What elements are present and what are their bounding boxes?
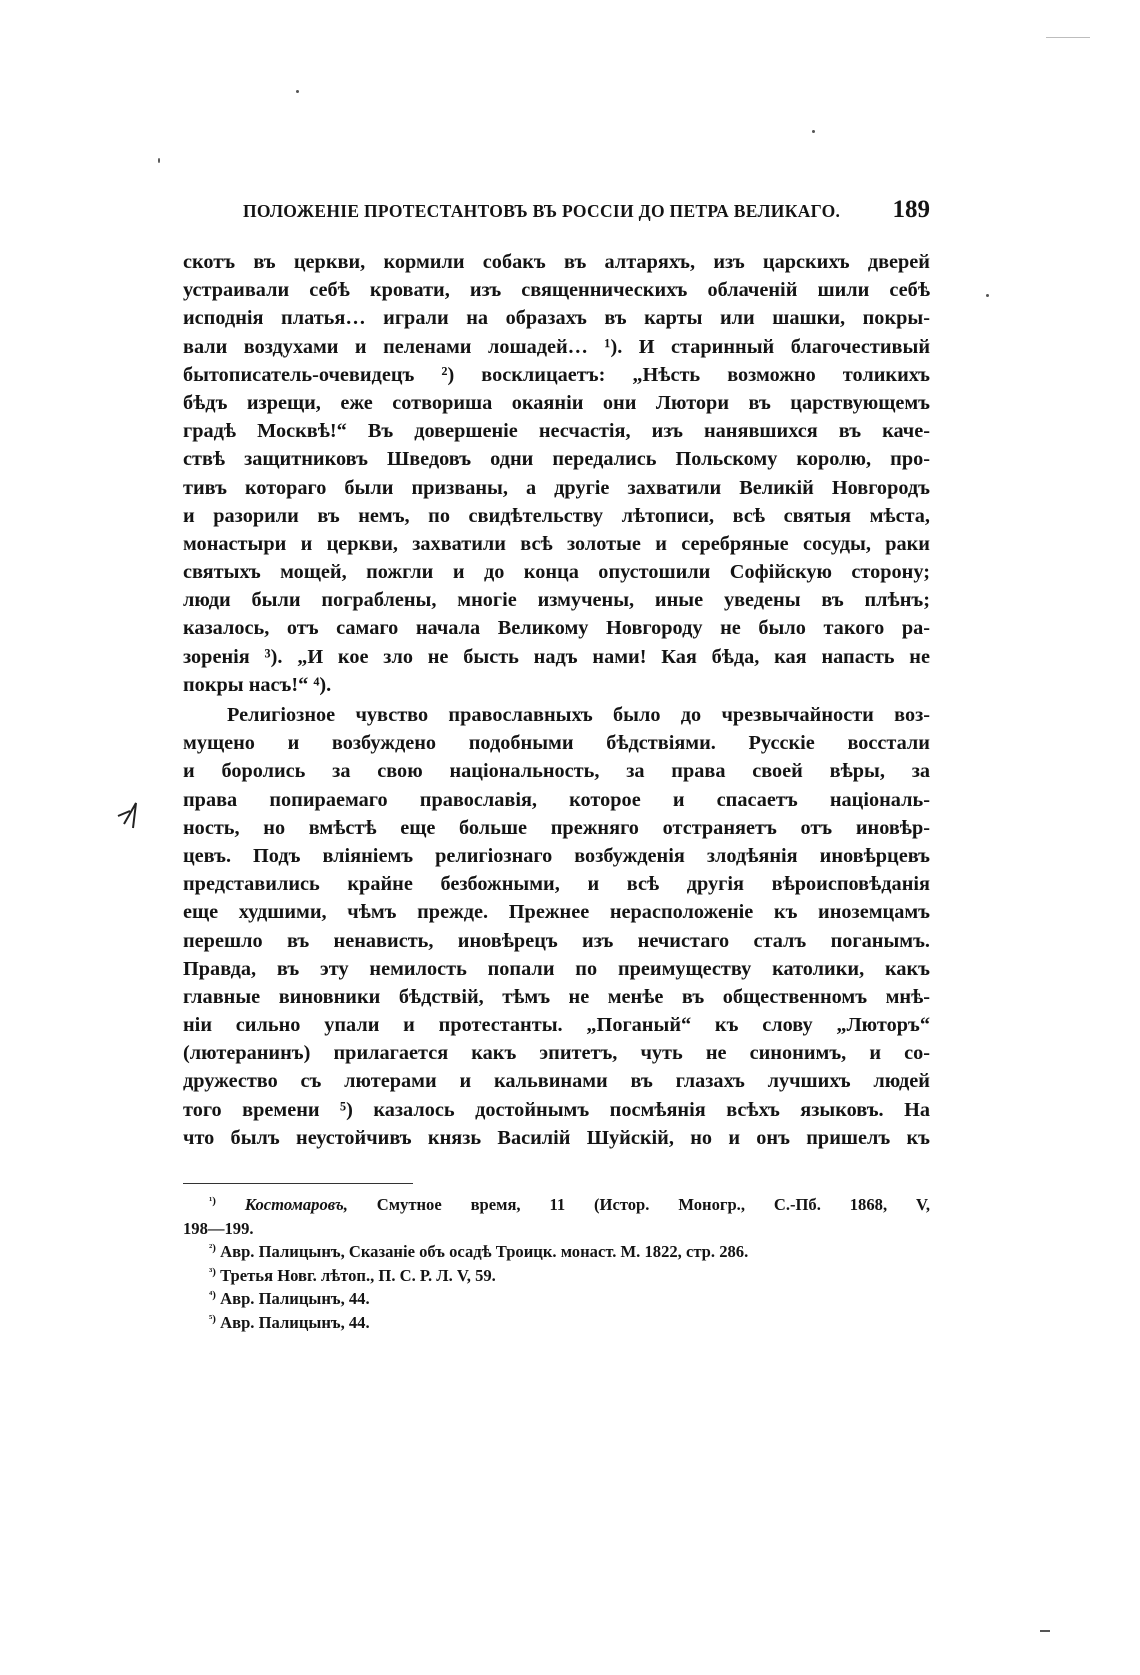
text-line: зоренія ³). „И кое зло не бысть надъ нами! Кая бѣда, кая напасть не xyxy=(183,645,930,668)
text-line: еще худшими, чѣмъ прежде. Прежнее нерасположеніе къ иноземцамъ xyxy=(183,901,930,924)
text-line: Правда, въ эту немилость попали по преимуществу католики, какъ xyxy=(183,957,930,980)
text-line: дружество съ лютерами и кальвинами въ глазахъ лучшихъ людей xyxy=(183,1070,930,1093)
scan-speck xyxy=(296,90,299,93)
text-line: ность, но вмѣстѣ еще больше прежняго отстраняетъ отъ иновѣр- xyxy=(183,816,930,839)
text-line: святыхъ мощей, пожгли и до конца опустошили Софійскую сторону; xyxy=(183,561,930,584)
text-line: монастыри и церкви, захватили всѣ золотые и серебряные сосуды, раки xyxy=(183,532,930,555)
paragraph-1 xyxy=(183,248,930,699)
text-line: перешло въ ненависть, иновѣрецъ изъ нечистаго сталъ поганымъ. xyxy=(183,929,930,952)
footnote-marker: ¹) xyxy=(209,1195,216,1207)
text-line: градѣ Москвѣ!“ Въ довершеніе несчастія, изъ нанявшихся въ каче- xyxy=(183,420,930,443)
text-line: (лютеранинъ) прилагается какъ эпитетъ, чуть не синонимъ, и со- xyxy=(183,1042,930,1065)
footnotes xyxy=(183,1193,930,1335)
footnote-2 xyxy=(183,1240,930,1264)
footnote-5 xyxy=(183,1311,930,1335)
corner-scan-mark xyxy=(1046,37,1090,38)
footnote-separator xyxy=(183,1183,413,1184)
footnote-marker: ⁴) xyxy=(209,1289,216,1302)
text-line: того времени ⁵) казалось достойнымъ посмѣянія всѣхъ языковъ. На xyxy=(183,1098,930,1121)
text-line: устраивали себѣ кровати, изъ священническихъ облаченій шили себѣ xyxy=(183,279,930,302)
footnote-text: Авр. Палицынъ, 44. xyxy=(220,1289,370,1309)
footnote-marker: ³) xyxy=(209,1265,216,1278)
running-title: ПОЛОЖЕНІЕ ПРОТЕСТАНТОВЪ ВЪ РОССІИ ДО ПЕТРА ВЕЛИКАГО. xyxy=(243,201,841,221)
paragraph-2 xyxy=(183,701,930,1152)
text-line: бытописатель-очевидецъ ²) восклицаетъ: „Нѣсть возможно толикихъ xyxy=(183,363,930,386)
footnote-text: Третья Новг. лѣтоп., П. С. Р. Л. V, 59. xyxy=(220,1265,496,1285)
text-line: что былъ неустойчивъ князь Василій Шуйскій, но и онъ пришелъ къ xyxy=(183,1126,930,1149)
text-line: ніи сильно упали и протестанты. „Поганый“ къ слову „Люторъ“ xyxy=(183,1014,930,1037)
text-line: представились крайне безбожными, и всѣ другія вѣроисповѣданія xyxy=(183,873,930,896)
text-line: бѣдъ изрещи, еже сотвориша окаяніи они Лютори въ царствующемъ xyxy=(183,391,930,414)
scan-speck xyxy=(812,130,815,133)
main-text xyxy=(183,248,930,1152)
text-line: Религіозное чувство православныхъ было до чрезвычайности воз- xyxy=(227,704,930,726)
footnote-marker: ⁵) xyxy=(209,1312,216,1325)
footnote-4 xyxy=(183,1287,930,1311)
text-line: вали воздухами и пеленами лошадей… ¹). И старинный благочестивый xyxy=(183,335,930,358)
scan-speck xyxy=(986,294,989,297)
scan-speck xyxy=(1040,1630,1050,1632)
footnote-1 xyxy=(183,1193,930,1217)
text-line: главные виновники бѣдствій, тѣмъ не менѣе въ общественномъ мнѣ- xyxy=(183,985,930,1008)
text-line: права попираемаго православія, которое и спасаетъ національ- xyxy=(183,788,930,811)
text-line: казалось, отъ самаго начала Великому Новгороду не было такого ра- xyxy=(183,617,930,640)
text-line: скотъ въ церкви, кормили собакъ въ алтаряхъ, изъ царскихъ дверей xyxy=(183,251,930,273)
text-line: исподнія платья… играли на образахъ въ карты или шашки, покры- xyxy=(183,307,930,330)
scan-speck xyxy=(158,158,160,163)
footnote-text: Авр. Палицынъ, Сказаніе объ осадѣ Троицк. монаст. М. 1822, стр. 286. xyxy=(220,1242,749,1262)
text-line: мущено и возбуждено подобными бѣдствіями. Русскіе восстали xyxy=(183,732,930,755)
footnote-author: Костомаровъ, xyxy=(244,1195,348,1214)
margin-annotation xyxy=(116,800,140,830)
text-line: и разорили въ немъ, по свидѣтельству лѣтописи, всѣ святыя мѣста, xyxy=(183,504,930,527)
text-line: цевъ. Подъ вліяніемъ религіознаго возбужденія злодѣянія иновѣрцевъ xyxy=(183,844,930,867)
text-line: и боролись за свою національность, за права своей вѣры, за xyxy=(183,760,930,783)
text-line: ствѣ защитниковъ Шведовъ одни передались Польскому королю, про- xyxy=(183,448,930,471)
page-number: 189 xyxy=(892,196,930,223)
footnote-3 xyxy=(183,1264,930,1288)
text-line: люди были пограблены, многіе измучены, иные уведены въ плѣнъ; xyxy=(183,589,930,612)
footnote-text: Авр. Палицынъ, 44. xyxy=(220,1312,370,1332)
running-header xyxy=(243,196,930,226)
text-line: покры насъ!“ ⁴). xyxy=(183,673,332,696)
footnote-1-continuation: 198—199. xyxy=(183,1218,254,1238)
text-line: тивъ котораго были призваны, а другіе захватили Великій Новгородъ xyxy=(183,476,930,499)
footnote-text: Смутное время, 11 (Истор. Моногр., С.-Пб. 1868, V, xyxy=(376,1195,930,1214)
footnote-marker: ²) xyxy=(209,1242,216,1255)
